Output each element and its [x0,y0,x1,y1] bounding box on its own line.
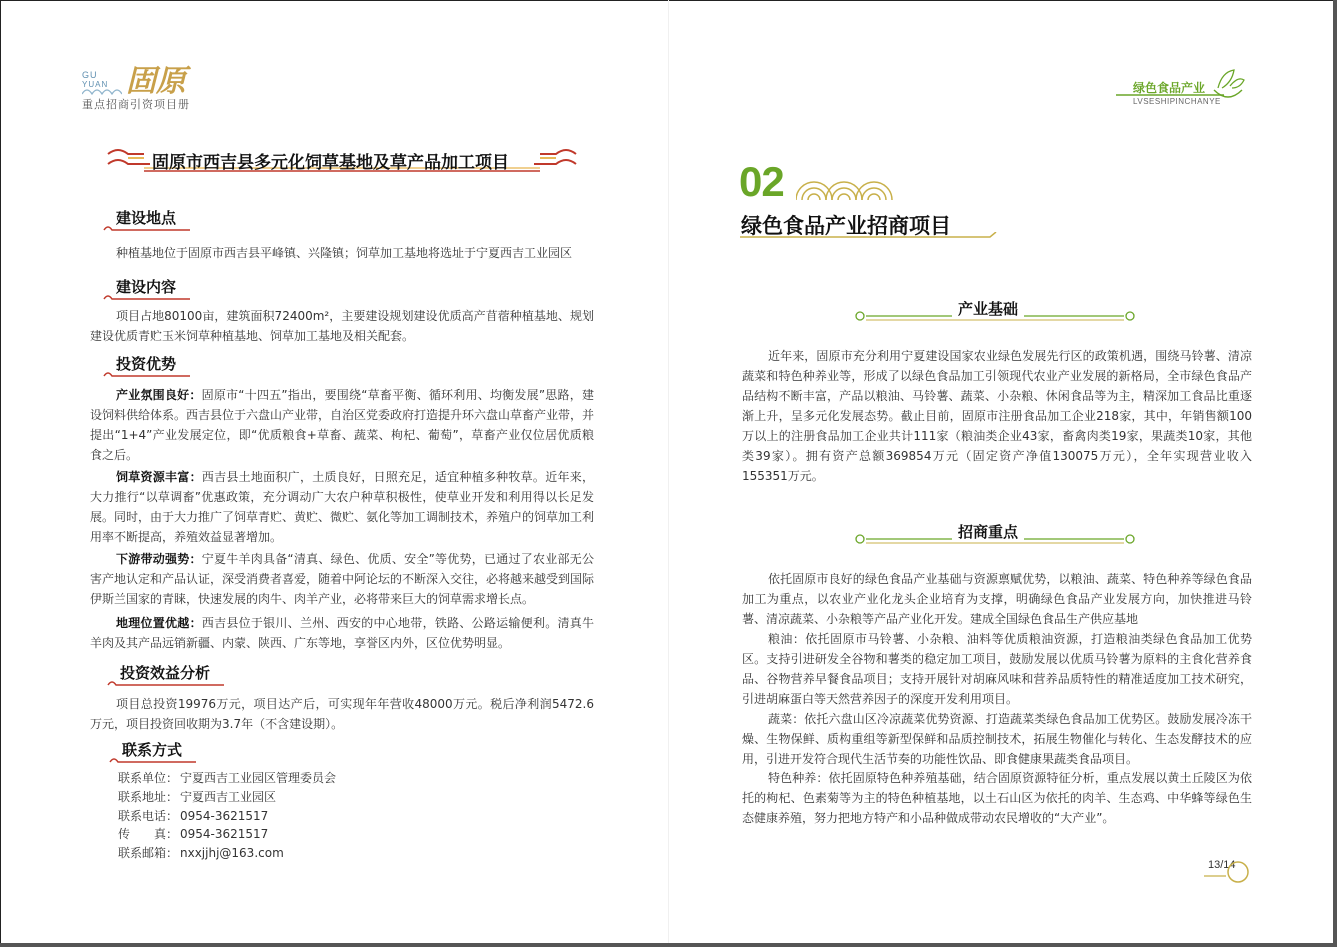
foundation-text: 近年来，固原市充分利用宁夏建设国家农业绿色发展先行区的政策机遇，围绕马铃薯、清凉蔬菜和特色种养业等，形成了以绿色食品加工引领现代农业产业发展的新格局，全市绿色食品产品结构不断丰富，产品以粮油、马铃薯、蔬菜、小杂粮、休闲食品等为主，精深加工食品比重逐渐上升，呈多元化发展态势。截止目前，固原市注册食品加工企业218家，其中，年销售额100万以上的注册食品加工企业共计111家（粮油类企业43家，畜禽肉类19家，果蔬类10家，其他类39家）。拥有资产总额369854万元（固定资产净值130075万元），全年实现营业收入155351万元。 [742,349,1252,483]
benefit-text: 项目总投资19976万元，项目达产后，可实现年年营收48000万元。税后净利润5472.6万元，项目投资回收期为3.7年（不含建设期）。 [90,697,594,731]
advantage-item-text: 西吉县位于银川、兰州、西安的中心地带，铁路、公路运输便利。清真牛羊肉及其产品远销新疆、内蒙、陕西、广东等地，享誉区内外，区位优势明显。 [90,616,594,650]
logo-subtitle: 重点招商引资项目册 [82,98,190,111]
guyuan-logo [82,56,202,110]
contact-row-address [118,788,276,805]
foundation-heading-block [852,298,1138,322]
chapter-title-underline-icon [740,232,1000,242]
contact-row-email[interactable] [118,844,284,861]
heading-underline-icon [108,756,198,766]
advantage-item-3 [90,549,594,609]
page-number-ring-icon [1204,856,1252,884]
page-divider [668,0,669,943]
advantage-item-text: 西吉县土地面积广，土质良好，日照充足，适宜种植多种牧草。近年来，大力推行“以草调畜”优惠政策，充分调动广大农户种草积极性，使草业开发和利用得以长足发展。同时，由于大力推广了饲草青贮、黄贮、微贮、氨化等加工调制技术，养殖户的饲草加工利用率不断提高，养殖效益显著增加。 [90,470,595,544]
chapter-title: 绿色食品产业招商项目 [741,214,951,238]
contact-value: 0954-3621517 [180,827,269,841]
focus-paragraph-2: 粮油：依托固原市马铃薯、小杂粮、油料等优质粮油资源，打造粮油类绿色食品加工优势区。支持引进研发全谷物和薯类的稳定加工项目，鼓励发展以优质马铃薯为原料的主食化营养食品、谷物营养早餐食品项目；支持开展针对胡麻风味和营养品质特性的精准适度加工技术研究，引进胡麻蛋白等天然营养因子的深度开发利用项目。 [742,632,1252,706]
advantage-item-4 [90,613,594,653]
leaf-bowl-icon [1208,66,1248,102]
content-text: 项目占地80100亩，建筑面积72400m²，主要建设规划建设优质高产苜蓿种植基地、规划建设优质青贮玉米饲草种植基地、饲草加工基地及相关配套。 [90,309,594,343]
frame-shadow-right [1333,0,1337,947]
logo-gu: GU [82,70,98,80]
heading-underline-icon [102,293,192,303]
focus-heading: 招商重点 [952,521,1024,542]
hills-pattern-icon [796,166,896,202]
advantage-item-label: 地理位置优越： [116,616,202,630]
advantage-item-text: 固原市“十四五”指出，要围绕“草畜平衡、循环利用、均衡发展”思路，建设饲料供给体系。西吉县位于六盘山产业带，自治区党委政府打造提升环六盘山草畜产业带，并提出“1+4”产业发展定位，即“优质粮食+草畜、蔬菜、枸杞、葡萄”，草畜产业仅位居优质粮食之后。 [90,388,595,462]
left-page-title: 固原市西吉县多元化饲草基地及草产品加工项目 [152,153,509,173]
left-title-block [104,144,580,174]
contact-label: 传 真： [118,827,179,841]
location-text: 种植基地位于固原市西吉县平峰镇、兴隆镇；饲草加工基地将选址于宁夏西吉工业园区 [116,246,573,260]
logo-mark: 固原 [126,64,186,99]
focus-heading-block [852,521,1138,545]
contact-label: 联系邮箱： [118,846,179,860]
chapter-number: 02 [739,158,784,205]
page-number: 13/14 [1208,859,1236,871]
focus-paragraph-1: 依托固原市良好的绿色食品产业基础与资源禀赋优势，以粮油、蔬菜、特色种养等绿色食品加工为重点，以农业产业化龙头企业培育为支撑，明确绿色食品产业发展方向，加快推进马铃薯、清凉蔬菜、小杂粮等产品产业化开发。建成全国绿色食品生产供应基地 [742,572,1252,626]
heading-underline-icon [102,370,192,380]
location-heading: 建设地点 [116,209,177,227]
logo-yuan: YUAN [82,80,109,89]
contact-value: 0954-3621517 [180,809,269,823]
contact-label: 联系地址： [118,790,179,804]
contact-row-unit [118,769,336,786]
advantage-item-label: 饲草资源丰富： [116,470,202,484]
benefit-heading: 投资效益分析 [120,664,211,682]
contact-label: 联系电话： [118,809,179,823]
advantage-item-text: 宁夏牛羊肉具备“清真、绿色、优质、安全”等优势，已通过了农业部无公害产地认定和产品认证，深受消费者喜爱，随着中阿论坛的不断深入交往，必将越来越受到国际伊斯兰国家的青睐，快速发展的肉牛、肉羊产业，必将带来巨大的饲草需求增长点。 [90,552,595,606]
advantage-item-label: 产业氛围良好： [116,388,202,402]
heading-underline-icon [106,679,226,689]
contact-value: 宁夏西吉工业园区管理委员会 [180,771,337,785]
category-label: 绿色食品产业 [1133,81,1206,95]
contact-label: 联系单位： [118,771,179,785]
contact-value: 宁夏西吉工业园区 [180,790,277,804]
contact-row-fax [118,825,268,842]
contact-heading: 联系方式 [122,741,183,759]
advantage-item-label: 下游带动强势： [116,552,202,566]
heading-underline-icon [102,224,192,234]
foundation-heading: 产业基础 [952,298,1024,319]
contact-email-link[interactable]: nxxjjhj@163.com [180,846,284,860]
advantage-heading: 投资优势 [116,355,177,373]
contact-row-phone [118,807,268,824]
advantage-item-1 [90,385,594,465]
frame-shadow-bottom [0,943,1337,947]
focus-paragraph-3: 蔬菜：依托六盘山区冷凉蔬菜优势资源、打造蔬菜类绿色食品加工优势区。鼓励发展冷冻干燥、生物保鲜、质构重组等新型保鲜和品质控制技术，拓展生物催化与转化、生态发酵技术的应用，引进开发符合现代生活节奏的功能性饮品、即食健康果蔬类食品项目。 [742,712,1252,766]
category-pinyin: LVSESHIPINCHANYE [1133,97,1221,106]
content-heading: 建设内容 [116,278,177,296]
advantage-item-2 [90,467,594,547]
focus-paragraph-4: 特色种养：依托固原特色种养殖基础，结合固原资源特征分析，重点发展以黄土丘陵区为依托的枸杞、色素菊等为主的特色种植基地，以土石山区为依托的肉羊、生态鸡、中华蜂等绿色生态健康养殖，努力把地方特产和小品种做成带动农民增收的“大产业”。 [742,771,1252,825]
